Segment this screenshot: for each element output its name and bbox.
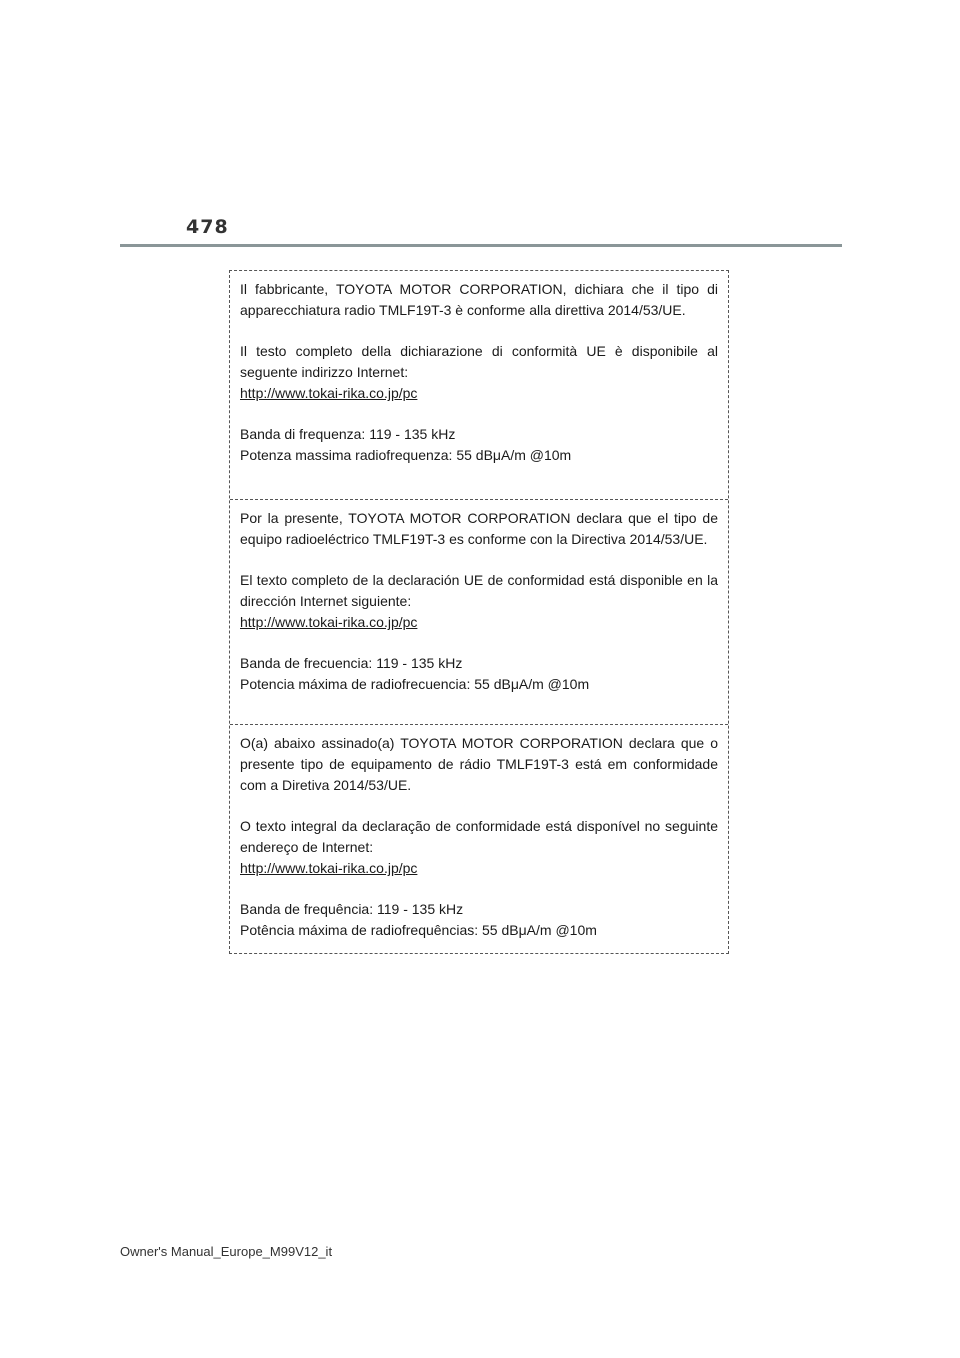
declaration-text: O(a) abaixo assinado(a) TOYOTA MOTOR CORPORATION declara que o presente tipo de equipamento de rádio TMLF19T-3 está em conformidade com a Diretiva 2014/53/UE. [240,735,718,793]
declaration-text: Il fabbricante, TOYOTA MOTOR CORPORATION, dichiara che il tipo di apparecchiatura radio TMLF19T-3 è conforme alla direttiva 2014/53/UE. [240,281,718,318]
conformity-url-link[interactable]: http://www.tokai-rika.co.jp/pc [240,860,418,876]
conformity-url-link[interactable]: http://www.tokai-rika.co.jp/pc [240,385,418,401]
specs-text [240,899,718,941]
header-divider [120,244,842,247]
availability-label: El texto completo de la declaración UE de conformidad está disponible en la dirección Internet siguiente: [240,572,718,609]
footer-manual-id: Owner's Manual_Europe_M99V12_it [120,1244,333,1259]
declaration-section-portuguese [230,724,728,953]
max-power: Potenza massima radiofrequenza: 55 dBμA/m @10m [240,447,572,463]
availability-label: Il testo completo della dichiarazione di conformità UE è disponibile al seguente indirizzo Internet: [240,343,718,380]
conformity-url-link[interactable]: http://www.tokai-rika.co.jp/pc [240,614,418,630]
specs-text [240,424,718,466]
max-power: Potencia máxima de radiofrecuencia: 55 dBμA/m @10m [240,676,590,692]
availability-text [240,570,718,633]
frequency-band: Banda de frequência: 119 - 135 kHz [240,901,464,917]
availability-text [240,816,718,879]
max-power: Potência máxima de radiofrequências: 55 dBμA/m @10m [240,922,597,938]
frequency-band: Banda di frequenza: 119 - 135 kHz [240,426,456,442]
specs-text [240,653,718,695]
page-number: 478 [186,216,229,238]
declaration-section-italian [230,271,728,499]
declaration-text: Por la presente, TOYOTA MOTOR CORPORATION declara que el tipo de equipo radioeléctrico TMLF19T-3 es conforme con la Directiva 2014/53/UE. [240,510,718,547]
declaration-section-spanish [230,499,728,724]
conformity-notice-box [229,270,729,954]
frequency-band: Banda de frecuencia: 119 - 135 kHz [240,655,463,671]
availability-label: O texto integral da declaração de conformidade está disponível no seguinte endereço de Internet: [240,818,718,855]
availability-text [240,341,718,404]
